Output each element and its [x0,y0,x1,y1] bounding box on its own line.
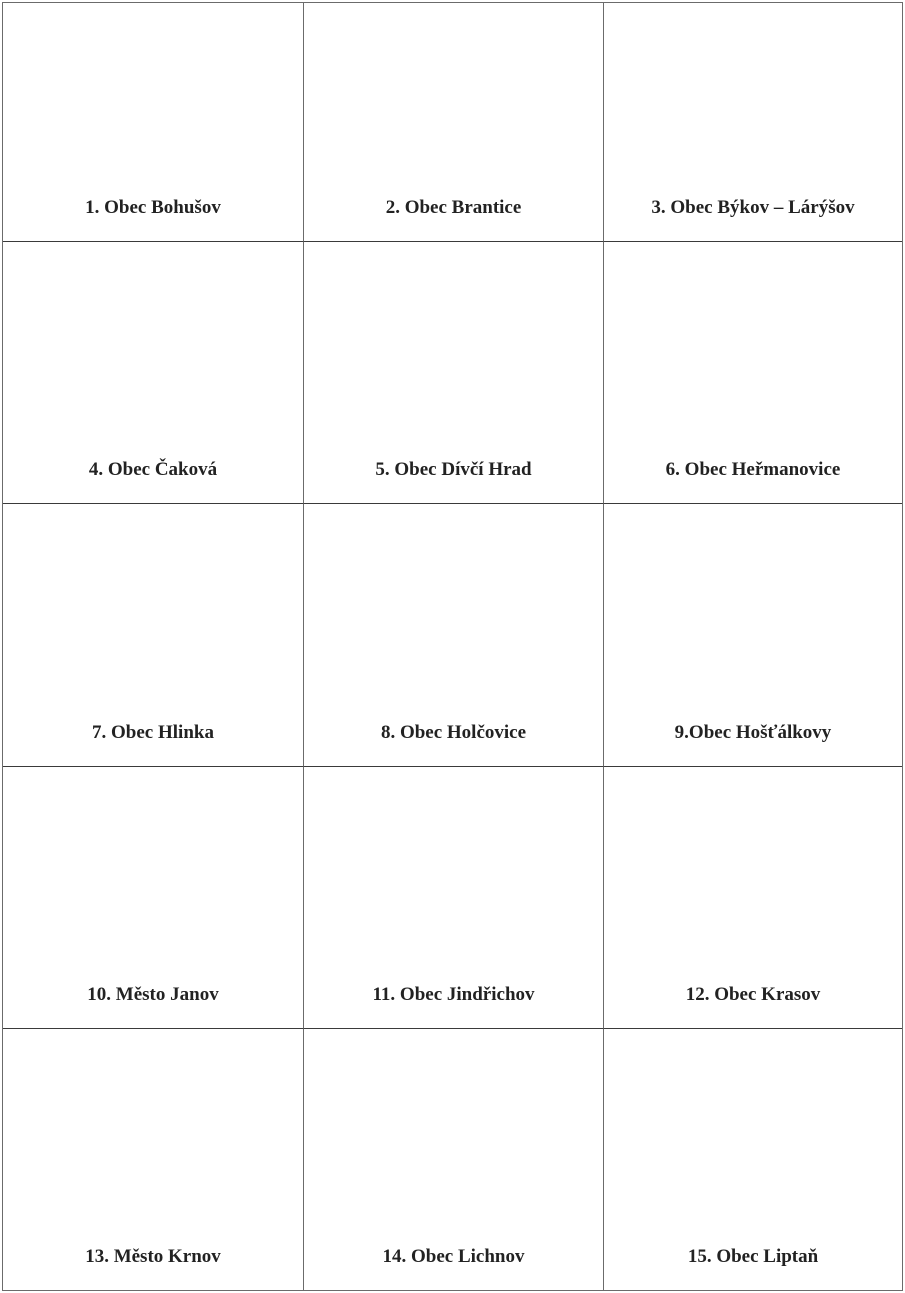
grid-cell [3,242,304,504]
grid-cell [604,1029,902,1290]
grid-cell [604,242,902,504]
cell-label: 12. Obec Krasov [685,984,821,1005]
grid-cell [304,767,604,1029]
grid-cell [3,3,304,242]
grid-cell [304,1029,604,1290]
grid-cell [304,504,604,767]
cell-label: 6. Obec Heřmanovice [665,459,841,480]
grid-cell [604,3,902,242]
cell-label: 4. Obec Čaková [88,459,218,480]
grid-cell [3,504,304,767]
cell-label: 15. Obec Liptaň [687,1246,819,1267]
cell-label: 10. Město Janov [87,984,219,1005]
grid-cell [604,504,902,767]
municipality-grid [2,2,903,1291]
cell-label: 2. Obec Brantice [385,197,522,218]
grid-cell [304,242,604,504]
grid-cell [304,3,604,242]
cell-label: 3. Obec Býkov – Lárýšov [651,197,855,218]
cell-label: 13. Město Krnov [85,1246,221,1267]
grid-cell [604,767,902,1029]
cell-label: 9.Obec Hošťálkovy [674,722,832,743]
cell-label: 1. Obec Bohušov [85,197,221,218]
cell-label: 14. Obec Lichnov [382,1246,525,1267]
grid-cell [3,767,304,1029]
cell-label: 7. Obec Hlinka [92,722,214,743]
cell-label: 8. Obec Holčovice [380,722,527,743]
cell-label: 5. Obec Dívčí Hrad [375,459,532,480]
cell-label: 11. Obec Jindřichov [372,984,535,1005]
grid-cell [3,1029,304,1290]
